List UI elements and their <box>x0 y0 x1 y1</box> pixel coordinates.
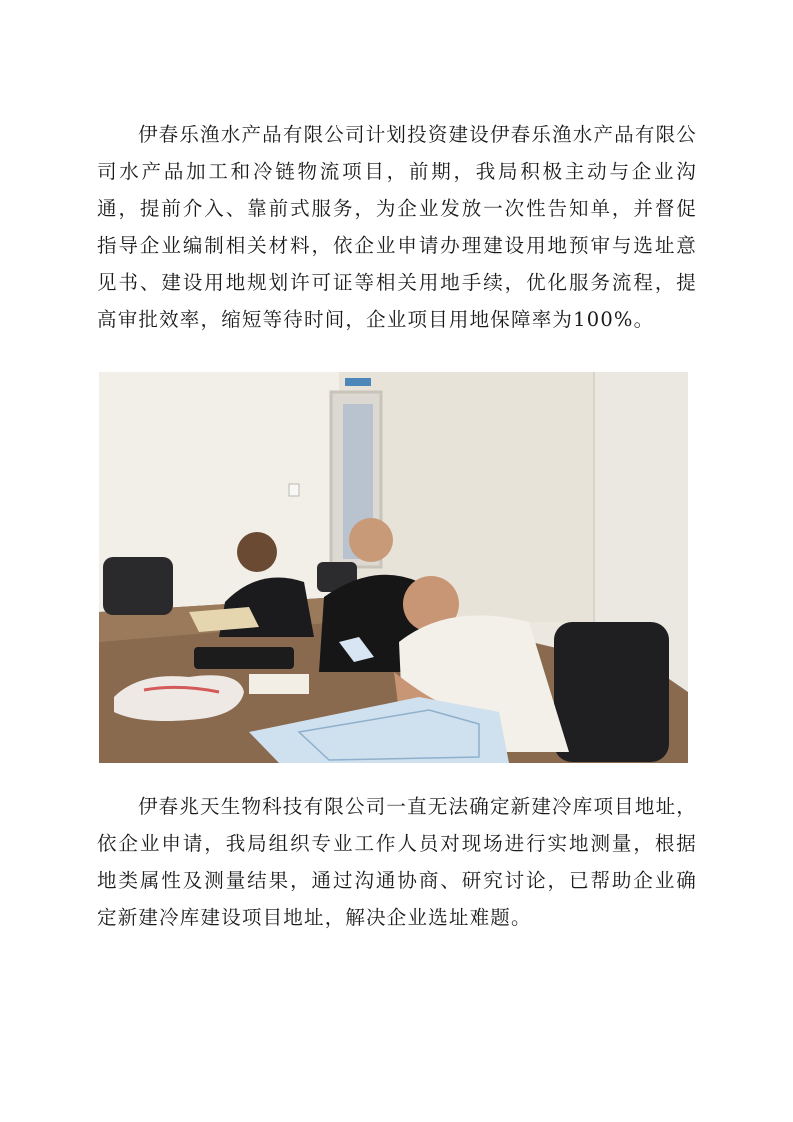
paragraph-site-selection: 伊春兆天生物科技有限公司一直无法确定新建冷库项目地址，依企业申请，我局组织专业工作人员对现场进行实地测量，根据地类属性及测量结果，通过沟通协商、研究讨论，已帮助企业确定新建冷库建设项目地址，解决企业选址难题。 <box>97 795 697 929</box>
paragraph-project-approval: 伊春乐渔水产品有限公司计划投资建设伊春乐渔水产品有限公司水产品加工和冷链物流项目，前期，我局积极主动与企业沟通，提前介入、靠前式服务，为企业发放一次性告知单，并督促指导企业编制相关材料，依企业申请办理建设用地预审与选址意见书、建设用地规划许可证等相关用地手续，优化服务流程，提高审批效率，缩短等待时间，企业项目用地保障率为100%。 <box>97 123 697 331</box>
meeting-photo <box>99 372 688 763</box>
